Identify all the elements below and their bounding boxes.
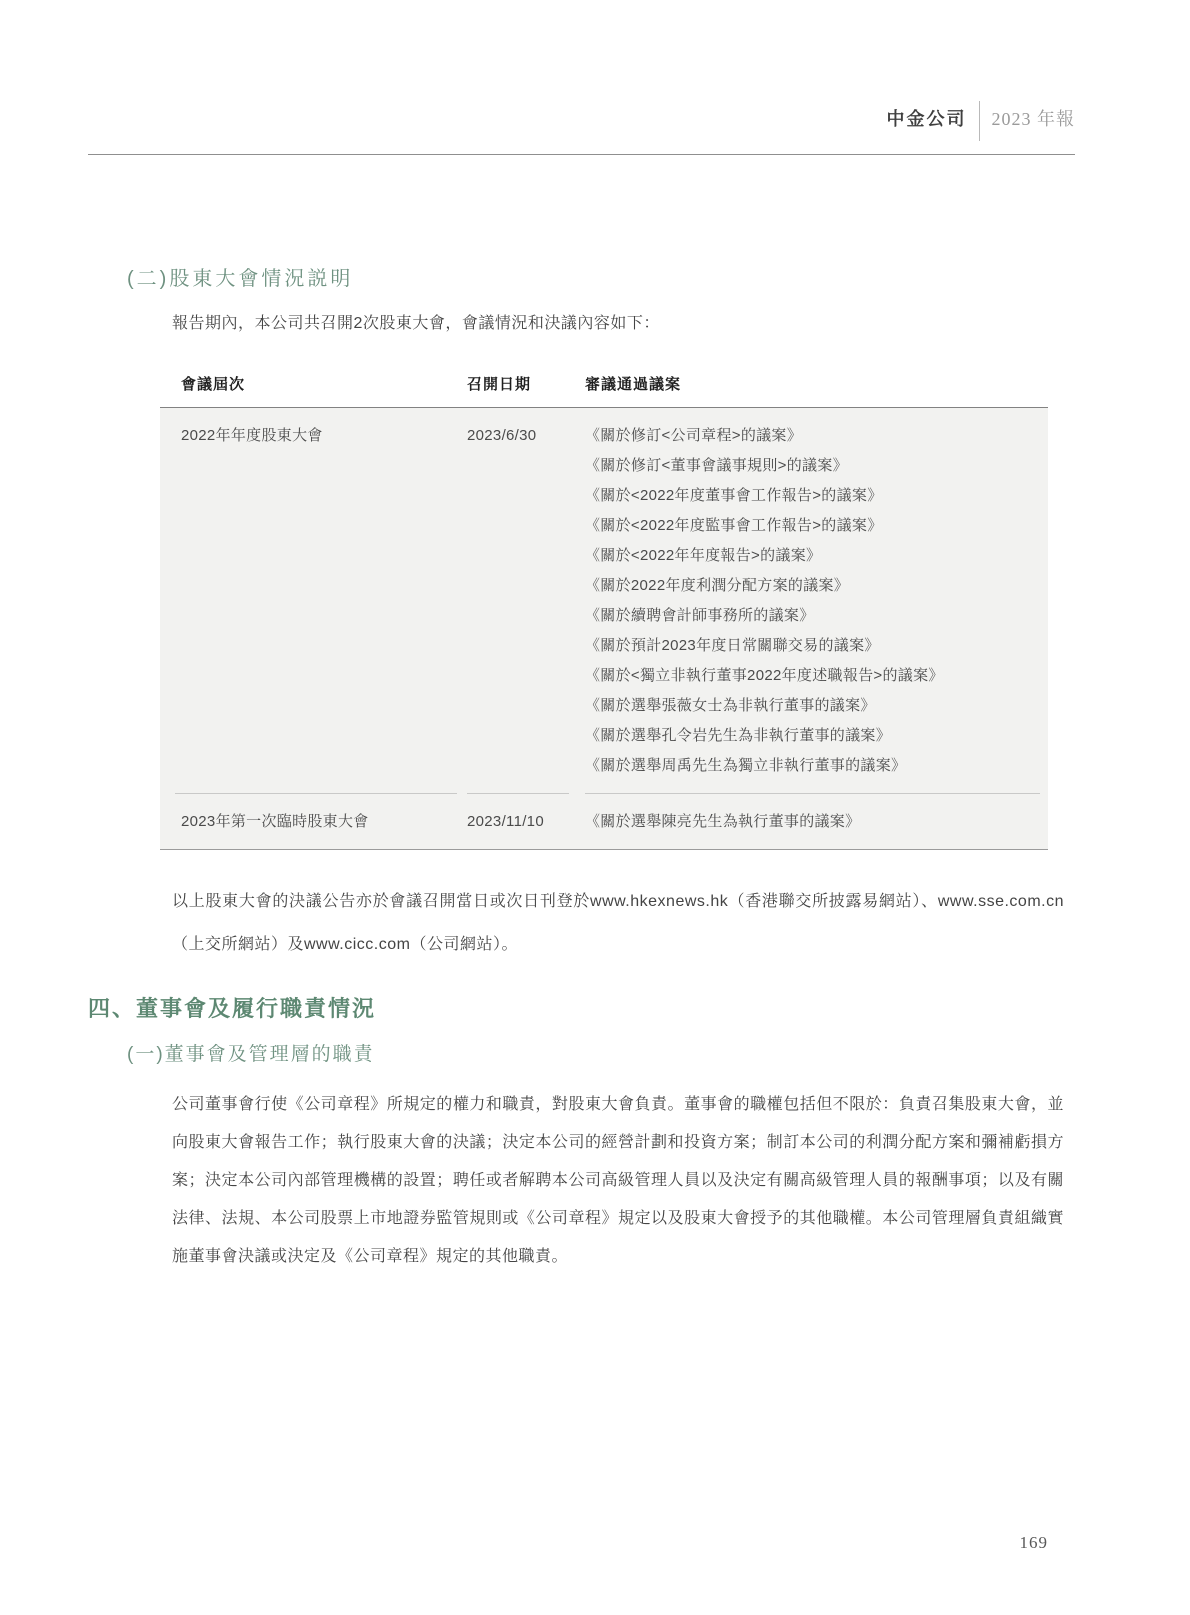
meetings-table-body <box>160 408 1048 850</box>
meeting-name: 2023年第一次臨時股東大會 <box>181 813 369 830</box>
meeting-name: 2022年年度股東大會 <box>181 427 323 444</box>
section-intro: 報告期內，本公司共召開2次股東大會，會議情況和決議內容如下： <box>172 315 660 332</box>
resolution-list <box>585 421 1048 781</box>
resolution-item: 《關於選舉張薇女士為非執行董事的議案》 <box>585 697 876 714</box>
resolution-item: 《關於<2022年度董事會工作報告>的議案》 <box>585 487 883 504</box>
subsection-title-board-duties: (一)董事會及管理層的職責 <box>127 1044 375 1065</box>
resolution-item: 《關於修訂<公司章程>的議案》 <box>585 427 803 444</box>
meeting-date: 2023/11/10 <box>467 813 544 830</box>
resolution-item: 《關於<2022年度監事會工作報告>的議案》 <box>585 517 883 534</box>
table-row <box>160 794 1048 849</box>
resolution-list <box>585 807 1048 837</box>
section-title-shareholders-meetings: (二)股東大會情況説明 <box>127 268 354 290</box>
column-header: 召開日期 <box>467 376 532 393</box>
row-divider <box>160 793 1048 794</box>
resolution-item: 《關於<2022年年度報告>的議案》 <box>585 547 822 564</box>
resolution-item: 《關於修訂<董事會議事規則>的議案》 <box>585 457 848 474</box>
table-row <box>160 408 1048 793</box>
resolution-item: 《關於2022年度利潤分配方案的議案》 <box>585 577 850 594</box>
board-duties-paragraph: 公司董事會行使《公司章程》所規定的權力和職責，對股東大會負責。董事會的職權包括但不限於：負責召集股東大會，並向股東大會報告工作；執行股東大會的決議；決定本公司的經營計劃和投資方案；制訂本公司的利潤分配方案和彌補虧損方案；決定本公司內部管理機構的設置；聘任或者解聘本公司高級管理人員以及決定有關高級管理人員的報酬事項；以及有關法律、法規、本公司股票上市地證券監管規則或《公司章程》規定以及股東大會授予的其他職權。本公司管理層負責組織實施董事會決議或決定及《公司章程》規定的其他職責。 <box>172 1096 1064 1265</box>
meetings-table <box>160 373 1048 850</box>
resolution-item: 《關於選舉周禹先生為獨立非執行董事的議案》 <box>585 757 907 774</box>
page-number: 169 <box>1019 1533 1048 1552</box>
column-header: 審議通過議案 <box>585 376 682 393</box>
report-edition: 2023 年報 <box>991 109 1075 129</box>
meeting-date: 2023/6/30 <box>467 427 537 444</box>
running-header <box>88 98 1075 155</box>
announcement-paragraph: 以上股東大會的決議公告亦於會議召開當日或次日刊登於www.hkexnews.hk（香港聯交所披露易網站）、www.sse.com.cn（上交所網站）及www.cicc.com（公司網站）。 <box>172 893 1064 953</box>
resolution-item: 《關於預計2023年度日常關聯交易的議案》 <box>585 637 880 654</box>
resolution-item: 《關於選舉孔令岩先生為非執行董事的議案》 <box>585 727 892 744</box>
resolution-item: 《關於<獨立非執行董事2022年度述職報告>的議案》 <box>585 667 944 684</box>
column-header: 會議屆次 <box>181 376 246 393</box>
header-divider <box>979 101 980 141</box>
resolution-item: 《關於選舉陳亮先生為執行董事的議案》 <box>585 813 861 830</box>
company-name: 中金公司 <box>886 109 967 129</box>
resolution-item: 《關於續聘會計師事務所的議案》 <box>585 607 815 624</box>
page-content <box>88 262 1075 1276</box>
meetings-table-header <box>160 373 1048 408</box>
section-title-board: 四、董事會及履行職責情況 <box>88 996 377 1021</box>
